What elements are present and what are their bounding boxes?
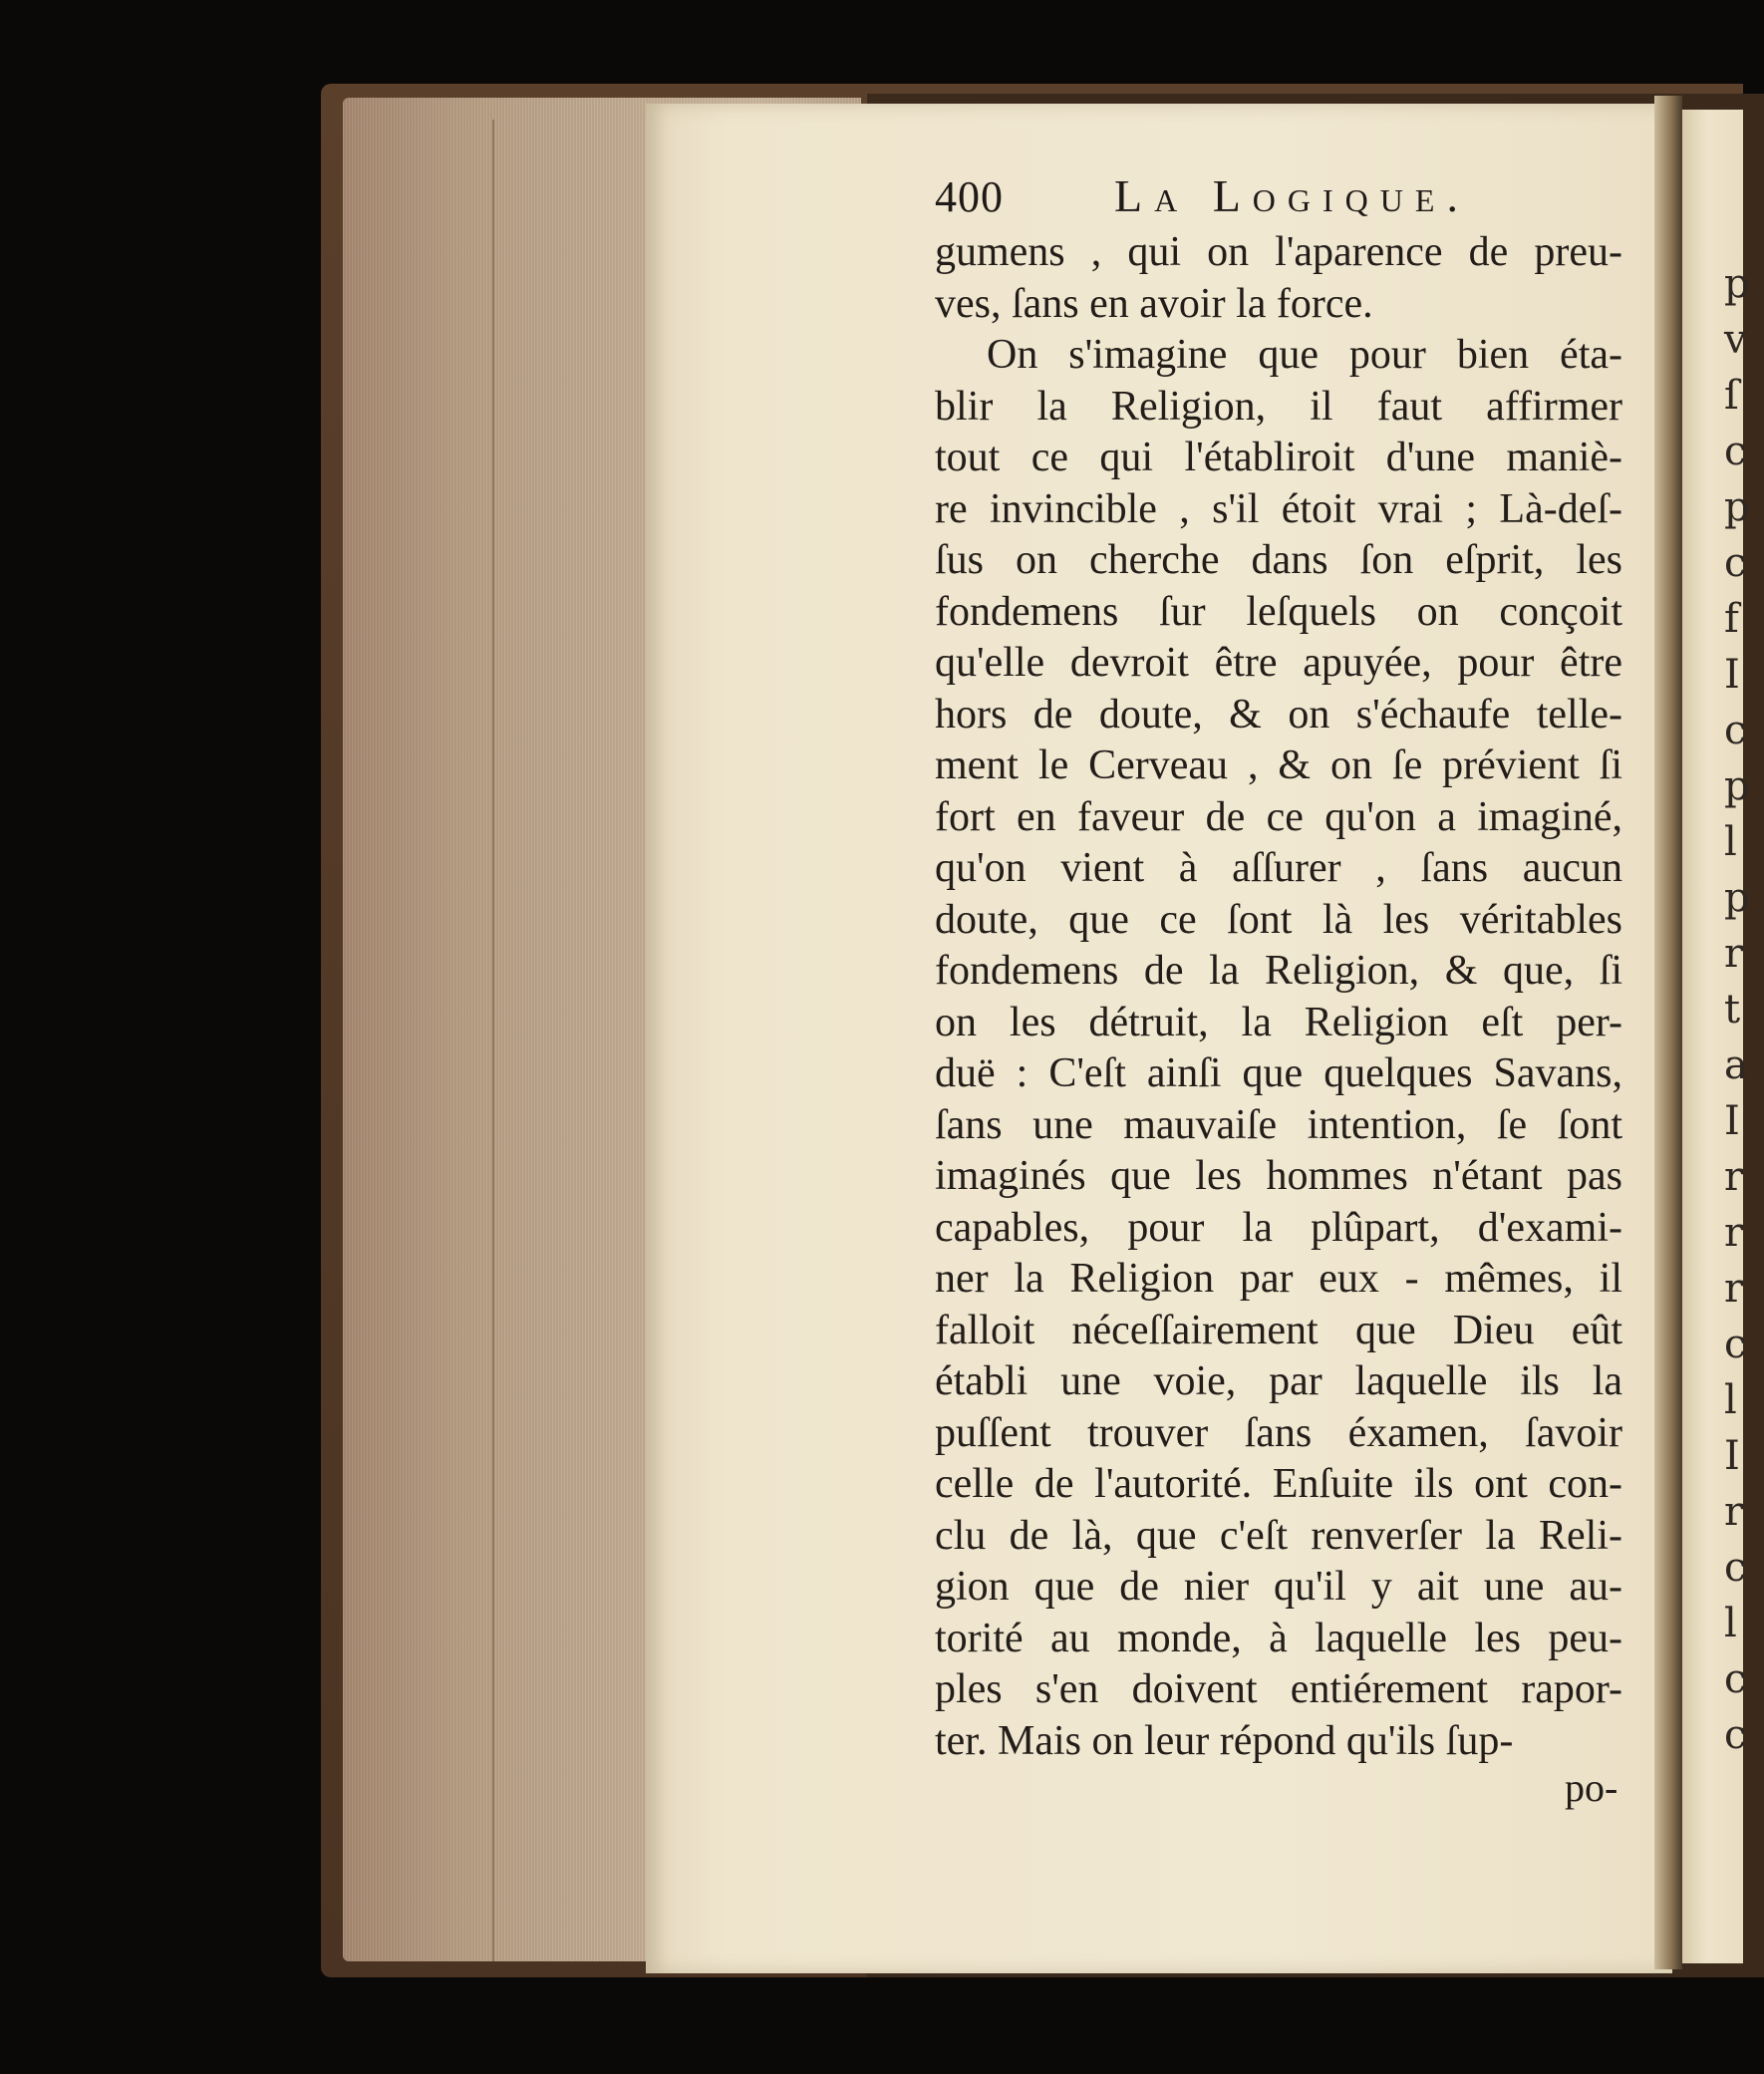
facing-page-letter: p [1724,875,1750,921]
text-line: fondemens ſur leſquels on conçoit [935,588,1622,635]
text-line: ter. Mais on leur répond qu'ils ſup- [935,1717,1514,1764]
facing-page-letter: I [1724,652,1740,698]
text-line: duë : C'eſt ainſi que quelques Savans, [935,1050,1622,1096]
facing-page-letter: c [1724,1322,1747,1367]
facing-page-letter: v [1724,317,1747,363]
page-header [935,171,1632,231]
facing-page-letter: t [1724,987,1741,1033]
facing-page-letter: c [1724,1712,1747,1758]
text-line: gumens , qui on l'aparence de preu- [935,229,1622,275]
text-line: doute, que ce ſont là les véritables [935,896,1622,943]
text-line: on les détruit, la Religion eſt per- [935,999,1622,1045]
facing-page-letter: r [1724,1266,1744,1312]
text-line: capables, pour la plûpart, d'exami- [935,1204,1622,1251]
catchword: po- [1565,1765,1618,1810]
text-line: blir la Religion, il faut affirmer [935,383,1622,430]
text-line: ves, ſans en avoir la force. [935,280,1373,327]
text-line: établi une voie, par laquelle ils la [935,1358,1622,1404]
facing-page-letter: c [1724,708,1747,753]
facing-page-letter: r [1724,1210,1744,1256]
facing-page-letter: r [1724,1489,1744,1535]
facing-page-letter: l [1724,1377,1737,1423]
facing-page-letter: c [1724,429,1747,474]
fore-edge-line [492,120,494,1963]
text-line: qu'on vient à aſſurer , ſans aucun [935,845,1622,891]
text-line: clu de là, que c'eſt renverſer la Reli- [935,1512,1622,1559]
facing-page-letter: r [1724,1154,1744,1200]
text-line: On s'imagine que pour bien éta- [987,332,1622,378]
text-line: hors de doute, & on s'échaufe telle- [935,691,1622,738]
facing-page-letter: I [1724,1433,1740,1479]
text-line: torité au monde, à laquelle les peu- [935,1615,1622,1661]
facing-page-letter: p [1724,484,1750,530]
facing-page-letter: r [1724,931,1744,977]
facing-page-letter: c [1724,540,1747,586]
text-line: ner la Religion par eux - mêmes, il [935,1256,1622,1302]
gutter [1654,96,1682,1969]
text-line: gion que de nier qu'il y ait une au- [935,1564,1622,1610]
text-line: re invincible , s'il étoit vrai ; Là-deſ- [935,485,1622,532]
facing-page-letter: f [1724,596,1739,642]
text-line: imaginés que les hommes n'étant pas [935,1153,1622,1199]
text-line: ment le Cerveau , & on ſe prévient ſi [935,742,1622,788]
text-line: celle de l'autorité. Enſuite ils ont con- [935,1461,1622,1507]
facing-page-letter: p [1724,763,1750,809]
text-line: ſus on cherche dans ſon eſprit, les [935,537,1622,583]
facing-page-letter: c [1724,1545,1747,1591]
facing-page-letter: l [1724,819,1737,865]
facing-page-letter: p [1724,261,1750,307]
facing-page-letter: l [1724,1601,1737,1646]
text-line: tout ce qui l'établiroit d'une maniè- [935,435,1622,480]
text-line: puſſent trouver ſans éxamen, ſavoir [935,1409,1622,1456]
facing-page-letter: a [1724,1042,1748,1088]
text-line: qu'elle devroit être apuyée, pour être [935,640,1622,686]
text-line: falloit néceſſairement que Dieu eût [935,1307,1622,1353]
text-line: ſans une mauvaiſe intention, ſe ſont [935,1101,1622,1148]
facing-page-letter: c [1724,1656,1747,1702]
running-title: La Logique. [1114,170,1470,221]
text-line: fort en faveur de ce qu'on a imaginé, [935,793,1622,840]
text-line: ples s'en doivent entiérement rapor- [935,1666,1622,1712]
text-line: fondemens de la Religion, & que, ſi [935,948,1622,994]
facing-page-letter: ſ [1724,373,1739,419]
body-text [935,227,1622,1767]
facing-page-letter: I [1724,1098,1740,1144]
page-number: 400 [935,172,1004,221]
